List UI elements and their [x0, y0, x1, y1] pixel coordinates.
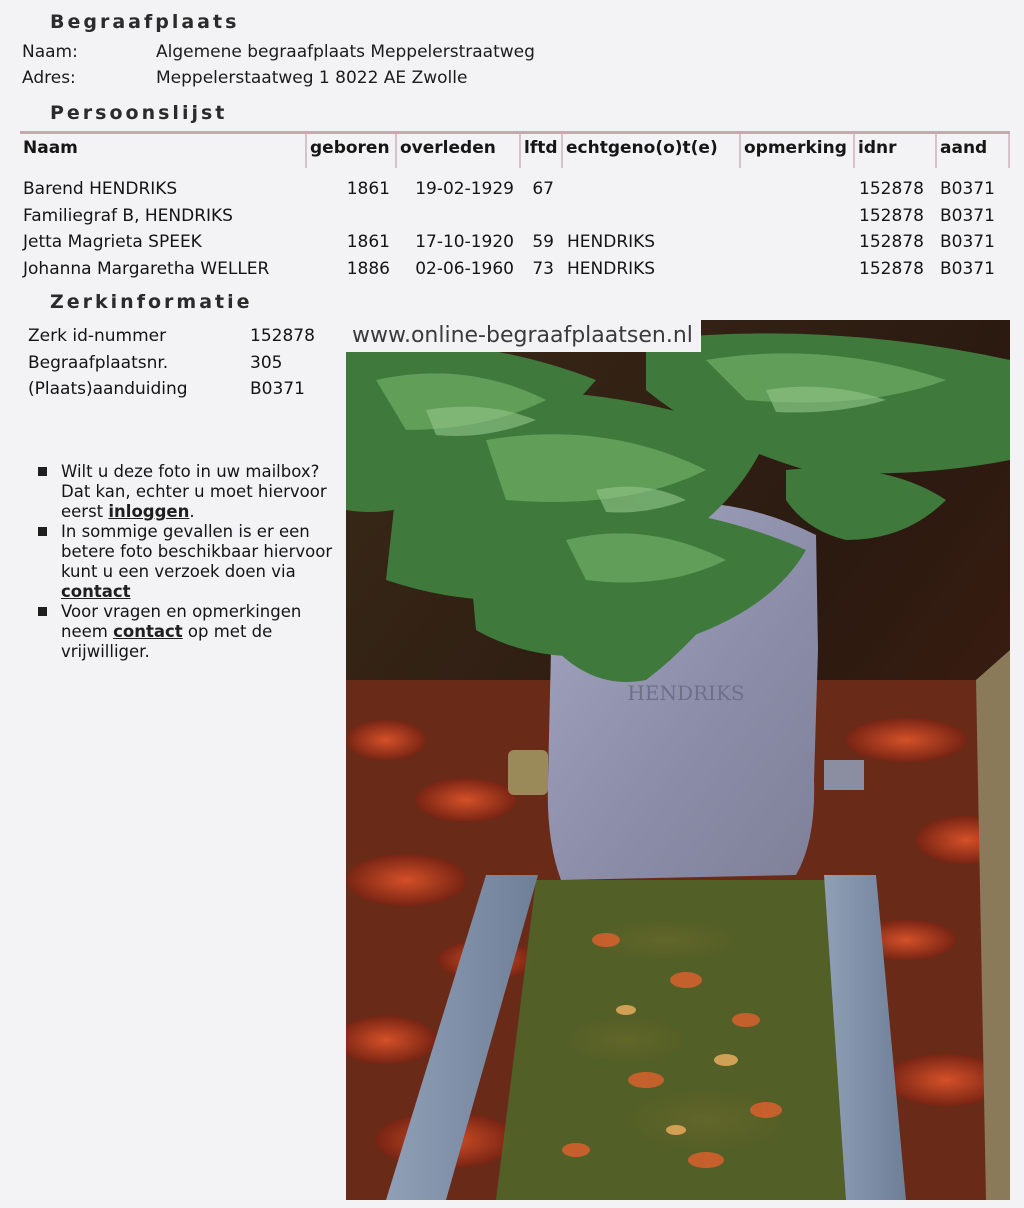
table-row [20, 229, 1010, 256]
cell-idnr: 152878 [859, 179, 924, 199]
zerkinformatie-title: Zerkinformatie [50, 291, 253, 313]
cell-overleden: 02-06-1960 [415, 258, 514, 279]
table-row [20, 256, 1010, 283]
zerk-id-value: 152878 [250, 326, 315, 346]
cell-naam: Jetta Magrieta SPEEK [23, 232, 202, 252]
cell-lftd: 59 [532, 232, 554, 252]
cell-geboren: 1886 [346, 258, 390, 279]
cell-aand: B0371 [940, 232, 995, 252]
col-aand: aand [937, 134, 1010, 168]
cell-echtgenoot: HENDRIKS [567, 258, 656, 279]
bullet-vragen-end: op met de vrijwilliger. [61, 622, 273, 661]
contact-link-2[interactable]: contact [113, 622, 183, 641]
aanduiding-value: B0371 [250, 379, 305, 399]
cell-aand: B0371 [940, 179, 995, 199]
col-echtgenoot: echtgeno(o)t(e) [563, 134, 741, 168]
person-table [20, 131, 1010, 282]
bullet-betere-foto-text: In sommige gevallen is er een betere foto beschikbaar hiervoor kunt u een verzoek doen via [61, 522, 333, 581]
cell-naam: Barend HENDRIKS [23, 179, 178, 199]
begraafplaats-title: Begraafplaats [50, 11, 240, 33]
adres-label: Adres: [22, 68, 76, 88]
table-row [20, 176, 1010, 203]
cell-aand: B0371 [940, 258, 995, 279]
cell-lftd: 67 [532, 179, 554, 199]
cell-overleden: 17-10-1920 [415, 232, 514, 252]
aanduiding-label: (Plaats)aanduiding [28, 379, 188, 399]
cell-naam: Johanna Margaretha WELLER [23, 258, 270, 279]
col-lftd: lftd [521, 134, 563, 168]
bullet-mailbox-end: . [189, 502, 195, 521]
cell-overleden: 19-02-1929 [415, 179, 514, 199]
inloggen-link[interactable]: inloggen [108, 502, 190, 521]
col-opmerking: opmerking [741, 134, 855, 168]
begraafplaatsnr-label: Begraafplaatsnr. [28, 353, 169, 373]
stone-inscription: HENDRIKS [627, 681, 745, 705]
bullet-square-icon [38, 527, 47, 536]
bullet-vragen-text: Voor vragen en opmerkingen neem [61, 602, 302, 641]
cell-geboren: 1861 [346, 179, 390, 199]
cell-aand: B0371 [940, 205, 995, 226]
cell-lftd: 73 [532, 258, 554, 279]
naam-label: Naam: [22, 42, 78, 62]
col-naam: Naam [20, 134, 307, 168]
table-header [20, 131, 1010, 170]
begraafplaatsnr-value: 305 [250, 353, 283, 373]
info-bullets [36, 462, 336, 662]
cell-idnr: 152878 [859, 232, 924, 252]
naam-value: Algemene begraafplaats Meppelerstraatweg [156, 42, 535, 62]
cell-geboren: 1861 [346, 232, 390, 252]
cell-naam: Familiegraf B, HENDRIKS [23, 205, 233, 226]
persoonslijst-title: Persoonslijst [50, 102, 228, 124]
adres-value: Meppelerstaatweg 1 8022 AE Zwolle [156, 68, 468, 88]
watermark: www.online-begraafplaatsen.nl [346, 320, 701, 352]
cell-idnr: 152878 [859, 205, 924, 226]
bullet-mailbox [36, 462, 336, 522]
col-idnr: idnr [855, 134, 937, 168]
bullet-vragen [36, 602, 336, 662]
bullet-square-icon [38, 467, 47, 476]
bullet-square-icon [38, 607, 47, 616]
cell-echtgenoot: HENDRIKS [567, 232, 656, 252]
table-row [20, 203, 1010, 230]
zerk-id-label: Zerk id-nummer [28, 326, 167, 346]
bullet-betere-foto [36, 522, 336, 602]
cell-idnr: 152878 [859, 258, 924, 279]
col-geboren: geboren [307, 134, 397, 168]
bullet-mailbox-text: Wilt u deze foto in uw mailbox? Dat kan, echter u moet hiervoor eerst [61, 462, 327, 521]
grave-photo [346, 320, 1010, 1200]
contact-link-1[interactable]: contact [61, 582, 131, 601]
col-overleden: overleden [397, 134, 521, 168]
